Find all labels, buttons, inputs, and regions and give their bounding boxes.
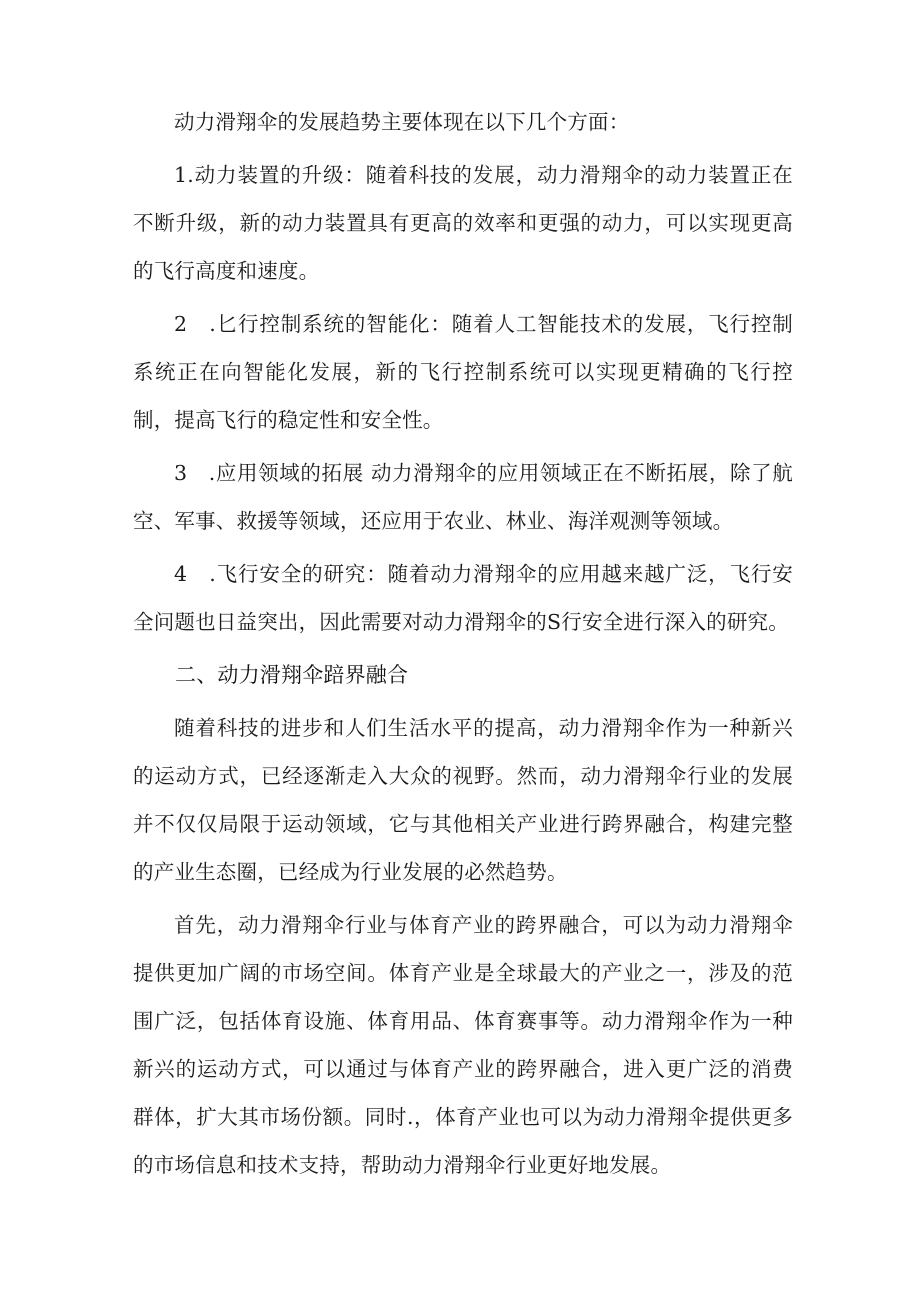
list-item-power-unit: 1.动力装置的升级：随着科技的发展，动力滑翔伞的动力装置正在不断升级，新的动力装置具有更高的效率和更强的动力，可以实现更高的飞行高度和速度。 bbox=[133, 163, 793, 283]
document-body bbox=[133, 98, 793, 1194]
body-paragraph: 首先，动力滑翔伞行业与体育产业的跨界融合，可以为动力滑翔伞提供更加广阔的市场空间。体育产业是全球最大的产业之一，涉及的范围广泛，包括体育设施、体育用品、体育赛事等。动力滑翔伞作为一种新兴的运动方式，可以通过与体育产业的跨界融合，进入更广泛的消费群体，扩大其市场份额。同时.，体育产业也可以为动力滑翔伞提供更多的市场信息和技术支持，帮助动力滑翔伞行业更好地发展。 bbox=[133, 913, 793, 1177]
list-item-flight-control: 2 .匕行控制系统的智能化：随着人工智能技术的发展，飞行控制系统正在向智能化发展，新的飞行控制系统可以实现更精确的飞行控制，提高飞行的稳定性和安全性。 bbox=[133, 312, 793, 432]
intro-paragraph: 动力滑翔伞的发展趋势主要体现在以下几个方面： bbox=[174, 110, 630, 134]
body-paragraph: 随着科技的进步和人们生活水平的提高，动力滑翔伞作为一种新兴的运动方式，已经逐渐走入大众的视野。然而，动力滑翔伞行业的发展并不仅仅局限于运动领域，它与其他相关产业进行跨界融合，构建完整的产业生态圈，已经成为行业发展的必然趋势。 bbox=[133, 716, 793, 884]
list-item-flight-safety: 4 .飞行安全的研究：随着动力滑翔伞的应用越来越广泛，飞行安全问题也日益突出，因此需要对动力滑翔伞的S行安全进行深入的研究。 bbox=[133, 562, 793, 634]
list-item-applications: 3 .应用领域的拓展 动力滑翔伞的应用领域正在不断拓展，除了航空、军事、救援等领域，还应用于农业、林业、海洋观测等领域。 bbox=[133, 461, 793, 533]
section-heading: 二、动力滑翔伞踣界融合 bbox=[175, 663, 409, 687]
